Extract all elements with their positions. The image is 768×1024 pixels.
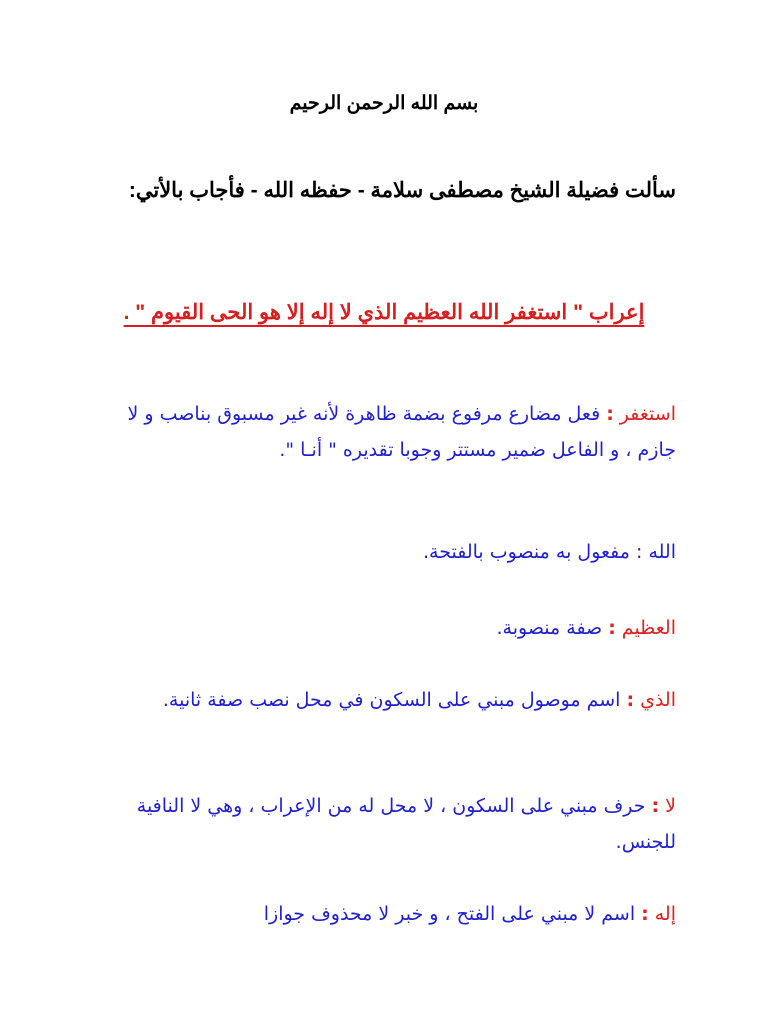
- entry-colon: :: [641, 903, 649, 925]
- entry-3: [92, 610, 676, 646]
- entry-term: الذي: [640, 689, 676, 711]
- entry-colon: :: [626, 689, 635, 711]
- entry-text: فعل مضارع مرفوع بضمة ظاهرة لأنه غير مسبوق بناصب و لا جازم ، و الفاعل ضمير مستتر وجوبا تقديره " أنـا ".: [127, 403, 676, 461]
- entry-term: استغفر: [619, 403, 676, 425]
- entry-6: [92, 896, 676, 932]
- entry-colon: :: [651, 795, 660, 817]
- entry-4: [92, 682, 676, 718]
- section-heading-text: إعراب " استغفر الله العظيم الذي لا إله إلا هو الحى القيوم " .: [123, 301, 645, 324]
- entry-text: الله : مفعول به منصوب بالفتحة.: [423, 541, 676, 563]
- entry-text: اسم لا مبني على الفتح ، و خبر لا محذوف جوازا: [263, 903, 636, 925]
- entry-term: العظيم: [621, 617, 676, 639]
- entry-term: إله: [654, 903, 676, 925]
- entry-text: اسم موصول مبني على السكون في محل نصب صفة ثانية.: [162, 689, 621, 711]
- intro-paragraph: سألت فضيلة الشيخ مصطفى سلامة - حفظه الله - فأجاب بالأتي:: [128, 179, 676, 202]
- section-heading: [92, 294, 676, 332]
- entry-text: حرف مبني على السكون ، لا محل له من الإعراب ، وهي لا النافية للجنس.: [136, 795, 676, 853]
- entry-colon: :: [606, 403, 614, 425]
- page-title: بسم الله الرحمن الرحيم: [289, 93, 479, 114]
- entry-term: لا: [665, 795, 676, 817]
- entry-colon: :: [608, 617, 616, 639]
- entry-5: [92, 788, 676, 860]
- entry-2: [92, 534, 676, 570]
- entry-text: صفة منصوبة.: [496, 617, 603, 639]
- entry-1: [92, 396, 676, 468]
